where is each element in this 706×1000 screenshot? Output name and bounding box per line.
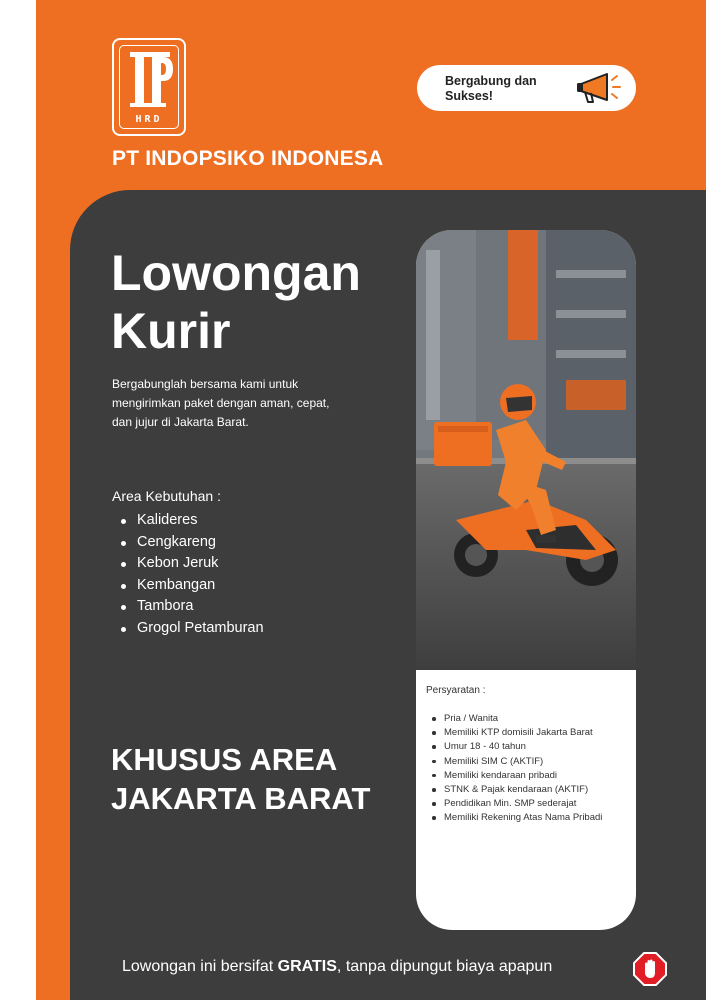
area-item: Kebon Jeruk (118, 553, 264, 575)
company-name: PT INDOPSIKO INDONESA (112, 147, 384, 170)
area-heading: Area Kebutuhan : (112, 488, 221, 504)
requirements-list (430, 712, 602, 826)
area-item: Kembangan (118, 575, 264, 597)
page-title (111, 244, 361, 360)
tagline-text (445, 74, 570, 104)
title-line-2: Kurir (111, 303, 231, 359)
stop-hand-icon (633, 952, 667, 986)
left-margin (0, 0, 36, 1000)
desc-line-3: dan jujur di Jakarta Barat. (112, 415, 249, 429)
title-line-1: Lowongan (111, 245, 361, 301)
requirement-item: Memiliki Rekening Atas Nama Pribadi (430, 811, 602, 825)
requirement-item: Umur 18 - 40 tahun (430, 740, 602, 754)
requirement-item: Memiliki KTP domisili Jakarta Barat (430, 726, 602, 740)
tagline-line-1: Bergabung dan (445, 74, 537, 88)
area-item: Grogol Petamburan (118, 618, 264, 640)
requirement-item: Memiliki kendaraan pribadi (430, 769, 602, 783)
logo-text: HRD (135, 114, 163, 125)
area-list (118, 510, 264, 640)
requirement-item: STNK & Pajak kendaraan (AKTIF) (430, 783, 602, 797)
desc-line-2: mengirimkan paket dengan aman, cepat, (112, 396, 330, 410)
requirement-item: Pria / Wanita (430, 712, 602, 726)
company-logo (112, 38, 186, 136)
special-area-heading (111, 740, 370, 818)
megaphone-icon (575, 70, 629, 106)
footer-notice (122, 958, 552, 976)
intro-description (112, 375, 392, 432)
requirements-heading: Persyaratan : (426, 685, 486, 696)
courier-motorbike-photo (416, 230, 636, 670)
requirement-item: Memiliki SIM C (AKTIF) (430, 755, 602, 769)
area-item: Tambora (118, 596, 264, 618)
area-item: Cengkareng (118, 532, 264, 554)
footer-prefix: Lowongan ini bersifat (122, 958, 278, 975)
desc-line-1: Bergabunglah bersama kami untuk (112, 377, 299, 391)
special-line-2: JAKARTA BARAT (111, 781, 371, 816)
logo-monogram-icon (121, 48, 179, 112)
area-item: Kalideres (118, 510, 264, 532)
special-line-1: KHUSUS AREA (111, 742, 338, 777)
tagline-line-2: Sukses! (445, 89, 493, 103)
requirement-item: Pendidikan Min. SMP sederajat (430, 797, 602, 811)
footer-suffix: , tanpa dipungut biaya apapun (336, 958, 553, 975)
requirements-card (416, 230, 636, 930)
footer-bold: GRATIS (277, 958, 337, 975)
